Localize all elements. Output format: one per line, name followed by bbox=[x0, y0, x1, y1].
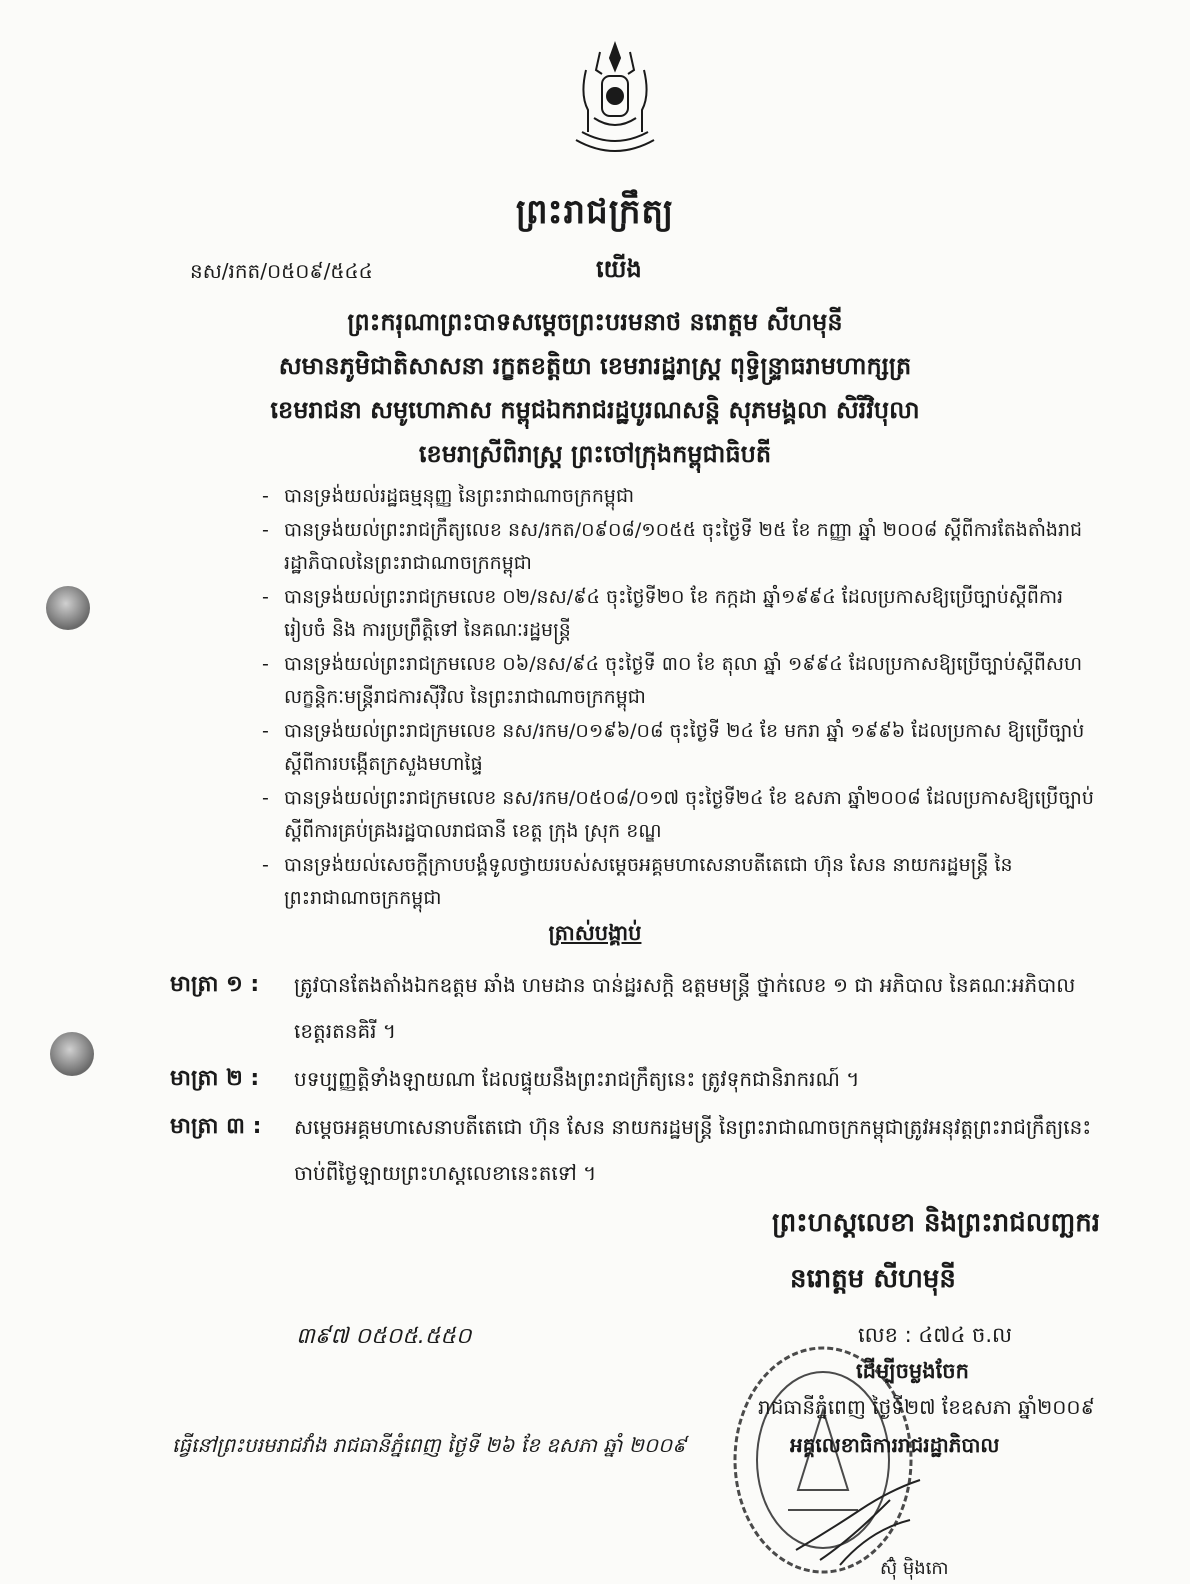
article-2 bbox=[170, 1056, 1105, 1102]
consideration-item: - បានទ្រង់យល់រដ្ឋធម្មនុញ្ញ នៃព្រះរាជាណាចក្រកម្ពុជា bbox=[262, 480, 1102, 513]
handwritten-signature-icon bbox=[790, 1470, 930, 1570]
article-3 bbox=[170, 1104, 1105, 1196]
considerations-list bbox=[262, 480, 1102, 916]
article-1 bbox=[170, 962, 1105, 1054]
article-label: មាត្រា ២ : bbox=[170, 1066, 260, 1091]
document-title: ព្រះរាជក្រឹត្យ bbox=[515, 192, 675, 232]
signature-title: ព្រះហស្តលេខា និងព្រះរាជលញ្ឆករ bbox=[772, 1208, 1100, 1238]
consideration-item: - បានទ្រង់យល់ព្រះរាជក្រមលេខ ០២/នស/៩៤ ចុះថ្ងៃទី២០ ខែ កក្កដា ឆ្នាំ១៩៩៤ ដែលប្រកាសឱ្យប្រើច្បាប់ស្តីពីការរៀបចំ និង ការប្រព្រឹត្តិទៅ នៃគណៈរដ្ឋមន្ត្រី bbox=[262, 581, 1102, 647]
signature-name: នរោត្តម សីហមុនី bbox=[790, 1264, 956, 1294]
article-label: មាត្រា ៣ : bbox=[170, 1114, 262, 1139]
issued-at: ធ្វើនៅព្រះបរមរាជវាំង រាជធានីភ្នំពេញ ថ្ងៃទី ២៦ ខែ ឧសភា ឆ្នាំ ២០០៩ bbox=[172, 1433, 687, 1457]
royal-title-line: ព្រះករុណាព្រះបាទសម្តេចព្រះបរមនាថ នរោត្តម សីហមុនី bbox=[347, 308, 843, 336]
secretariat-office: អគ្គលេខាធិការរាជរដ្ឋាភិបាល bbox=[790, 1433, 1000, 1457]
royal-title-line: សមានភូមិជាតិសាសនា រក្ខតខត្តិយា ខេមរារដ្ឋរាស្ត្រ ពុទ្ធិន្ទ្រាធរាមហាក្សត្រ bbox=[278, 352, 912, 380]
copy-note: ដើម្បីចម្លងចែក bbox=[856, 1359, 969, 1383]
royal-titles bbox=[0, 300, 1190, 476]
reference-number: នស/រកត/០៥០៩/៥៤៤ bbox=[190, 259, 373, 283]
article-label: មាត្រា ១ : bbox=[170, 972, 260, 997]
article-text: បទប្បញ្ញត្តិទាំងឡាយណា ដែលផ្ទុយនឹងព្រះរាជក្រឹត្យនេះ ត្រូវទុកជានិរាករណ៍ ។ bbox=[294, 1067, 860, 1091]
article-text: សម្តេចអគ្គមហាសេនាបតីតេជោ ហ៊ុន សែន នាយករដ្ឋមន្ត្រី នៃព្រះរាជាណាចក្រកម្ពុជាត្រូវអនុវត្តព្រះរាជក្រឹត្យនេះ ចាប់ពីថ្ងៃឡាយព្រះហស្តលេខានេះតទៅ ។ bbox=[294, 1115, 1092, 1185]
punch-hole-top bbox=[46, 586, 90, 630]
articles bbox=[170, 962, 1105, 1198]
we-heading: យើង bbox=[596, 255, 642, 283]
registry-number: ៣៩៧ ០៥០៥.៥៥០ bbox=[296, 1324, 472, 1349]
royal-title-line: ខេមរាស្រីពិរាស្ត្រ ព្រះចៅក្រុងកម្ពុជាធិបតី bbox=[418, 440, 772, 468]
decree-heading: ត្រាស់បង្គាប់ bbox=[548, 921, 642, 945]
signer-name: ស៊ុំ ម៉ិងកោ bbox=[880, 1558, 949, 1579]
consideration-item: - បានទ្រង់យល់សេចក្តីក្រាបបង្គំទូលថ្វាយរបស់សម្តេចអគ្គមហាសេនាបតីតេជោ ហ៊ុន សែន នាយករដ្ឋមន្ត្រី នៃព្រះរាជាណាចក្រកម្ពុជា bbox=[262, 849, 1102, 915]
consideration-item: - បានទ្រង់យល់ព្រះរាជក្រមលេខ ០៦/នស/៩៤ ចុះថ្ងៃទី ៣០ ខែ តុលា ឆ្នាំ ១៩៩៤ ដែលប្រកាសឱ្យប្រើច្បាប់ស្តីពីសហលក្ខន្តិកៈមន្ត្រីរាជការស៊ីវិល នៃព្រះរាជាណាចក្រកម្ពុជា bbox=[262, 648, 1102, 714]
copy-number: លេខ : ៤៧៤ ច.ល bbox=[858, 1323, 1013, 1347]
royal-emblem-icon bbox=[566, 40, 664, 160]
consideration-item: - បានទ្រង់យល់ព្រះរាជក្រឹត្យលេខ នស/រកត/០៩០៨/១០៥៥ ចុះថ្ងៃទី ២៥ ខែ កញ្ញា ឆ្នាំ ២០០៨ ស្តីពីការតែងតាំងរាជរដ្ឋាភិបាលនៃព្រះរាជាណាចក្រកម្ពុជា bbox=[262, 514, 1102, 580]
punch-hole-bottom bbox=[50, 1032, 94, 1076]
consideration-item: - បានទ្រង់យល់ព្រះរាជក្រមលេខ នស/រកម/០១៩៦/០៨ ចុះថ្ងៃទី ២៤ ខែ មករា ឆ្នាំ ១៩៩៦ ដែលប្រកាស ឱ្យប្រើច្បាប់ស្តីពីការបង្កើតក្រសួងមហាផ្ទៃ bbox=[262, 715, 1102, 781]
copy-date: រាជធានីភ្នំពេញ ថ្ងៃទី២៧ ខែឧសភា ឆ្នាំ២០០៩ bbox=[758, 1395, 1095, 1419]
consideration-item: - បានទ្រង់យល់ព្រះរាជក្រមលេខ នស/រកម/០៥០៨/០១៧ ចុះថ្ងៃទី២៤ ខែ ឧសភា ឆ្នាំ២០០៨ ដែលប្រកាសឱ្យប្រើច្បាប់ស្តីពីការគ្រប់គ្រងរដ្ឋបាលរាជធានី ខេត្ត ក្រុង ស្រុក ខណ្ឌ bbox=[262, 782, 1102, 848]
article-text: ត្រូវបានតែងតាំងឯកឧត្តម ឆាំង ហមដាន បាន់ដ្ឋរសក្តិ ឧត្តមមន្ត្រី ថ្នាក់លេខ ១ ជា អភិបាល នៃគណៈអភិបាលខេត្តរតនគិរី ។ bbox=[294, 973, 1076, 1043]
royal-title-line: ខេមរាជនា សមូហោភាស កម្ពុជឯករាជរដ្ឋបូរណសន្តិ សុភមង្គលា សិរីវិបុលា bbox=[270, 396, 920, 424]
